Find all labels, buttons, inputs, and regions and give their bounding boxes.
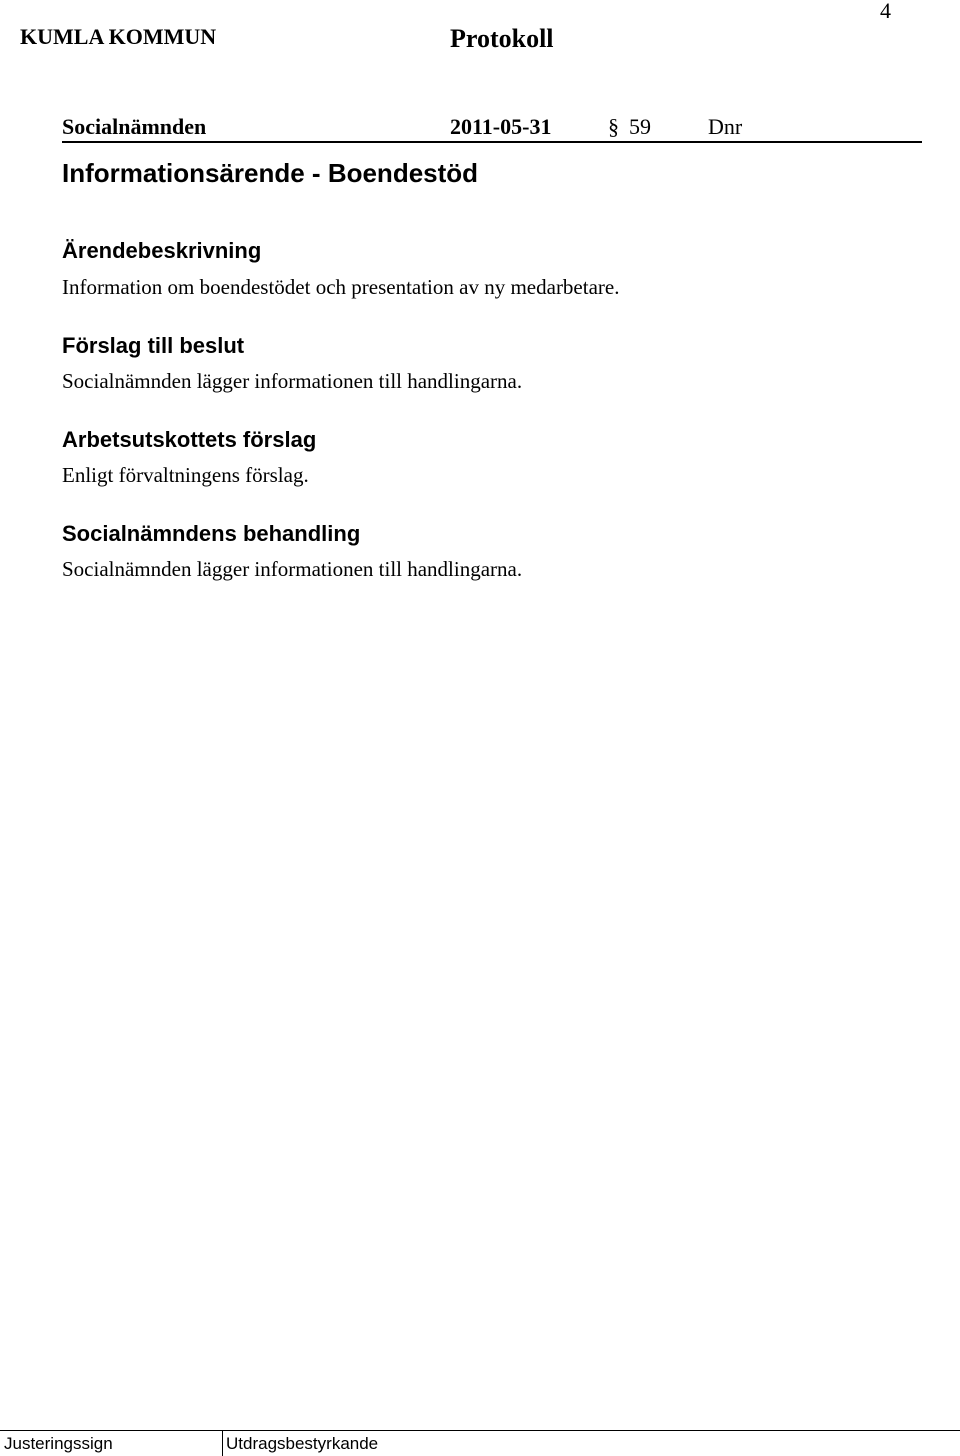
footer-divider [0, 1430, 960, 1431]
paragraph-sign: § [608, 114, 619, 139]
case-title: Informationsärende - Boendestöd [62, 158, 479, 188]
paragraph-number: 59 [629, 114, 651, 139]
section-text-arendebeskrivning: Information om boendestödet och presentation av ny medarbetare. [62, 275, 620, 299]
footer-utdragsbestyrkande-label: Utdragsbestyrkande [226, 1434, 379, 1453]
meeting-date: 2011-05-31 [450, 114, 552, 139]
section-heading-forslag-till-beslut: Förslag till beslut [62, 333, 245, 358]
header-divider [62, 141, 922, 143]
section-text-arbetsutskottets-forslag: Enligt förvaltningens förslag. [62, 463, 309, 487]
page-number: 4 [880, 0, 891, 23]
paragraph-reference [608, 114, 651, 140]
dnr-label: Dnr [708, 114, 743, 139]
document-type: Protokoll [450, 24, 554, 53]
section-heading-arendebeskrivning: Ärendebeskrivning [62, 238, 262, 263]
section-heading-arbetsutskottets-forslag: Arbetsutskottets förslag [62, 427, 317, 452]
section-heading-socialnamndens-behandling: Socialnämndens behandling [62, 521, 361, 546]
committee-name: Socialnämnden [62, 114, 207, 139]
footer-column-divider [222, 1430, 223, 1456]
section-text-forslag-till-beslut: Socialnämnden lägger informationen till handlingarna. [62, 369, 523, 393]
section-text-socialnamndens-behandling: Socialnämnden lägger informationen till handlingarna. [62, 557, 523, 581]
organization-name: KUMLA KOMMUN [20, 24, 217, 49]
footer-justeringssign-label: Justeringssign [4, 1434, 113, 1453]
